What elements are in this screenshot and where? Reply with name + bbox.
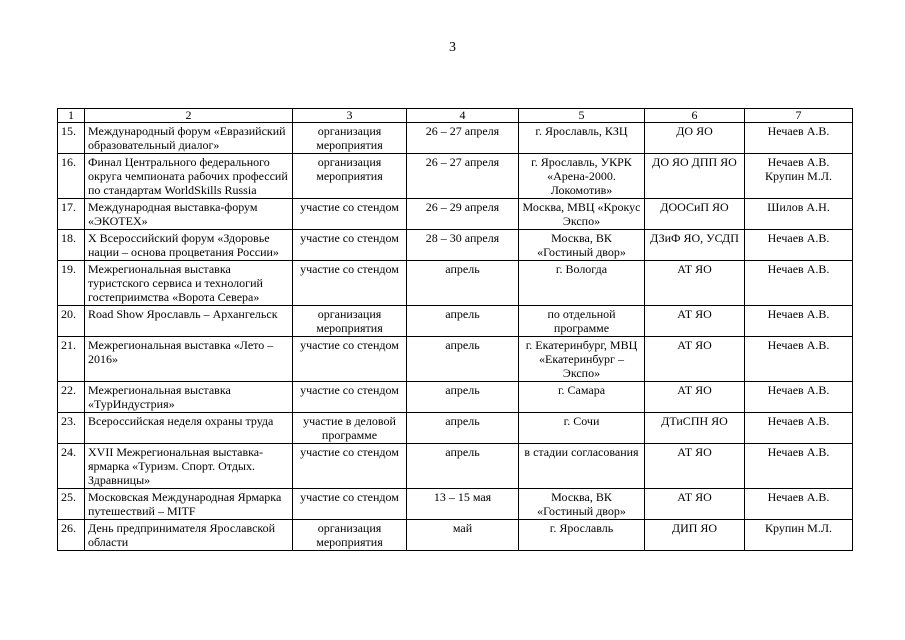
event-location-cell: г. Ярославль, УКРК «Арена-2000. Локомотив»	[519, 154, 645, 199]
event-name-cell: XVII Межрегиональная выставка-ярмарка «Туризм. Спорт. Отдых. Здравницы»	[85, 444, 293, 489]
table-row	[58, 230, 853, 261]
event-name-cell: Road Show Ярославль – Архангельск	[85, 306, 293, 337]
responsible-department-cell: ДО ЯО ДПП ЯО	[645, 154, 745, 199]
table-header-row	[58, 109, 853, 123]
table-row	[58, 261, 853, 306]
row-number-cell: 20.	[58, 306, 85, 337]
event-dates-cell: апрель	[407, 261, 519, 306]
participation-form-cell: участие со стендом	[293, 489, 407, 520]
responsible-department-cell: ДЗиФ ЯО, УСДП	[645, 230, 745, 261]
participation-form-cell: организация мероприятия	[293, 306, 407, 337]
row-number-cell: 26.	[58, 520, 85, 551]
event-location-cell: Москва, ВК «Гостиный двор»	[519, 489, 645, 520]
responsible-person-cell: Нечаев А.В.	[745, 306, 853, 337]
event-name-cell: Финал Центрального федерального округа чемпионата рабочих профессий по стандартам WorldSkills Russia	[85, 154, 293, 199]
responsible-person-cell: Нечаев А.В.	[745, 123, 853, 154]
event-name-cell: Международный форум «Евразийский образовательный диалог»	[85, 123, 293, 154]
event-name-cell: Межрегиональная выставка туристского сервиса и технологий гостеприимства «Ворота Севера»	[85, 261, 293, 306]
event-location-cell: Москва, ВК «Гостиный двор»	[519, 230, 645, 261]
responsible-person-cell: Нечаев А.В. Крупин М.Л.	[745, 154, 853, 199]
event-dates-cell: апрель	[407, 382, 519, 413]
participation-form-cell: участие со стендом	[293, 199, 407, 230]
event-name-cell: Межрегиональная выставка «Лето – 2016»	[85, 337, 293, 382]
event-dates-cell: 28 – 30 апреля	[407, 230, 519, 261]
table-row	[58, 444, 853, 489]
responsible-department-cell: ДООСиП ЯО	[645, 199, 745, 230]
responsible-person-cell: Нечаев А.В.	[745, 337, 853, 382]
row-number-cell: 15.	[58, 123, 85, 154]
participation-form-cell: участие со стендом	[293, 382, 407, 413]
participation-form-cell: участие в деловой программе	[293, 413, 407, 444]
responsible-department-cell: АТ ЯО	[645, 382, 745, 413]
participation-form-cell: участие со стендом	[293, 261, 407, 306]
table-row	[58, 413, 853, 444]
responsible-department-cell: ДТиСПН ЯО	[645, 413, 745, 444]
column-number-header: 6	[645, 109, 745, 123]
event-dates-cell: 26 – 29 апреля	[407, 199, 519, 230]
table-row	[58, 337, 853, 382]
responsible-department-cell: АТ ЯО	[645, 306, 745, 337]
event-location-cell: Москва, МВЦ «Крокус Экспо»	[519, 199, 645, 230]
event-dates-cell: апрель	[407, 306, 519, 337]
responsible-department-cell: АТ ЯО	[645, 489, 745, 520]
responsible-department-cell: АТ ЯО	[645, 444, 745, 489]
row-number-cell: 17.	[58, 199, 85, 230]
column-number-header: 1	[58, 109, 85, 123]
event-dates-cell: 26 – 27 апреля	[407, 123, 519, 154]
column-number-header: 7	[745, 109, 853, 123]
event-name-cell: Московская Международная Ярмарка путешествий – MITF	[85, 489, 293, 520]
column-number-header: 3	[293, 109, 407, 123]
row-number-cell: 22.	[58, 382, 85, 413]
responsible-person-cell: Шилов А.Н.	[745, 199, 853, 230]
event-dates-cell: апрель	[407, 444, 519, 489]
row-number-cell: 19.	[58, 261, 85, 306]
event-name-cell: X Всероссийский форум «Здоровье нации – основа процветания России»	[85, 230, 293, 261]
row-number-cell: 25.	[58, 489, 85, 520]
responsible-department-cell: ДО ЯО	[645, 123, 745, 154]
responsible-department-cell: АТ ЯО	[645, 261, 745, 306]
responsible-person-cell: Нечаев А.В.	[745, 413, 853, 444]
event-name-cell: Всероссийская неделя охраны труда	[85, 413, 293, 444]
events-table	[57, 108, 853, 551]
participation-form-cell: организация мероприятия	[293, 123, 407, 154]
participation-form-cell: участие со стендом	[293, 444, 407, 489]
table-row	[58, 199, 853, 230]
row-number-cell: 18.	[58, 230, 85, 261]
table-row	[58, 489, 853, 520]
event-location-cell: г. Вологда	[519, 261, 645, 306]
table-row	[58, 382, 853, 413]
row-number-cell: 24.	[58, 444, 85, 489]
event-location-cell: г. Ярославль	[519, 520, 645, 551]
participation-form-cell: участие со стендом	[293, 337, 407, 382]
row-number-cell: 21.	[58, 337, 85, 382]
responsible-person-cell: Нечаев А.В.	[745, 489, 853, 520]
responsible-person-cell: Нечаев А.В.	[745, 382, 853, 413]
event-dates-cell: 26 – 27 апреля	[407, 154, 519, 199]
column-number-header: 4	[407, 109, 519, 123]
event-dates-cell: 13 – 15 мая	[407, 489, 519, 520]
participation-form-cell: организация мероприятия	[293, 520, 407, 551]
event-location-cell: г. Ярославль, КЗЦ	[519, 123, 645, 154]
event-location-cell: г. Сочи	[519, 413, 645, 444]
event-dates-cell: апрель	[407, 413, 519, 444]
responsible-person-cell: Нечаев А.В.	[745, 230, 853, 261]
participation-form-cell: участие со стендом	[293, 230, 407, 261]
event-dates-cell: май	[407, 520, 519, 551]
event-location-cell: г. Екатеринбург, МВЦ «Екатеринбург – Экспо»	[519, 337, 645, 382]
event-location-cell: по отдельной программе	[519, 306, 645, 337]
responsible-department-cell: ДИП ЯО	[645, 520, 745, 551]
table-row	[58, 520, 853, 551]
row-number-cell: 23.	[58, 413, 85, 444]
event-location-cell: в стадии согласования	[519, 444, 645, 489]
participation-form-cell: организация мероприятия	[293, 154, 407, 199]
responsible-person-cell: Крупин М.Л.	[745, 520, 853, 551]
event-dates-cell: апрель	[407, 337, 519, 382]
table-row	[58, 154, 853, 199]
responsible-department-cell: АТ ЯО	[645, 337, 745, 382]
event-name-cell: Международная выставка-форум «ЭКОТЕХ»	[85, 199, 293, 230]
event-location-cell: г. Самара	[519, 382, 645, 413]
table-row	[58, 123, 853, 154]
responsible-person-cell: Нечаев А.В.	[745, 261, 853, 306]
column-number-header: 2	[85, 109, 293, 123]
responsible-person-cell: Нечаев А.В.	[745, 444, 853, 489]
table-row	[58, 306, 853, 337]
event-name-cell: Межрегиональная выставка «ТурИндустрия»	[85, 382, 293, 413]
row-number-cell: 16.	[58, 154, 85, 199]
page-number: 3	[449, 40, 456, 55]
event-name-cell: День предпринимателя Ярославской области	[85, 520, 293, 551]
column-number-header: 5	[519, 109, 645, 123]
